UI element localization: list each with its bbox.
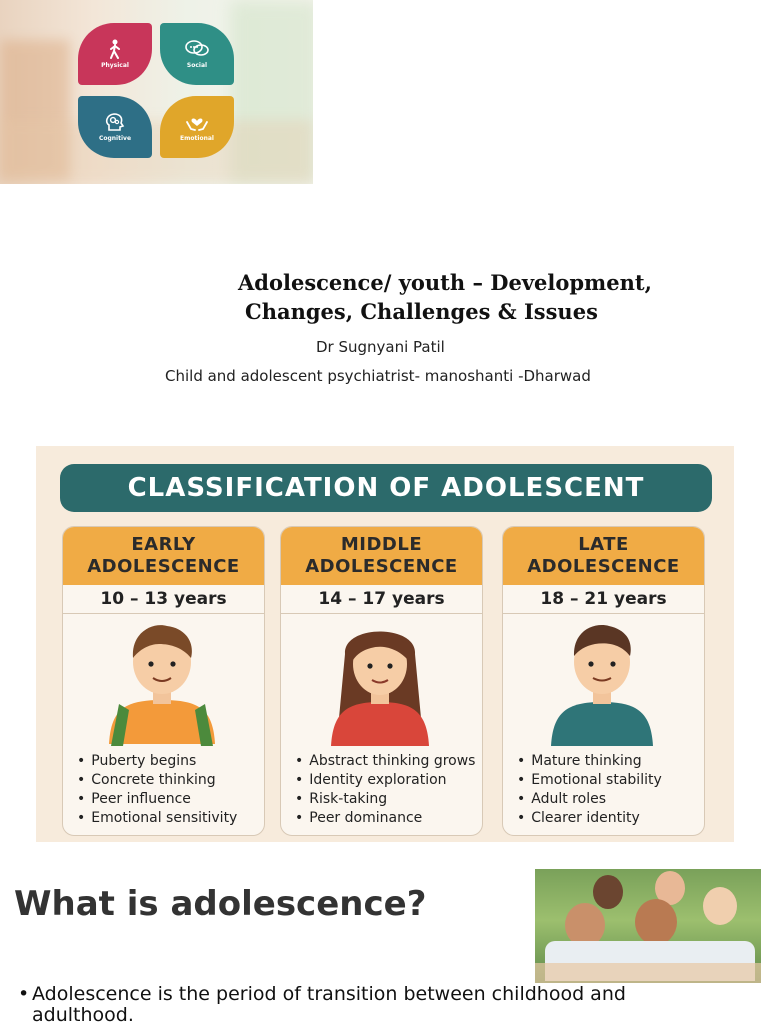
section-heading: What is adolescence? [14,884,427,924]
physical-label: Physical [101,62,129,69]
cognitive-label: Cognitive [98,135,132,142]
classification-infographic [36,446,734,842]
list-item: • Abstract thinking grows [295,752,482,771]
emotional-label: Emotional [180,135,214,142]
bullet-marker: • [18,983,30,1005]
stage-age-range: 14 – 17 years [281,585,482,614]
list-item: • Peer influence [77,790,264,809]
stage-points [503,752,704,828]
stage-header [281,527,482,585]
stage-header [503,527,704,585]
author-affiliation: Child and adolescent psychiatrist- manoshanti -Dharwad [165,367,591,385]
title-line-2: Changes, Challenges & Issues [245,299,598,324]
stage-word: ADOLESCENCE [87,556,240,577]
stage-name: LATE [578,534,629,555]
list-item: • Puberty begins [77,752,264,771]
stage-age-range: 18 – 21 years [503,585,704,614]
stage-word: ADOLESCENCE [527,556,680,577]
bullet-text: Adolescence is the period of transition between childhood and adulthood. [32,983,626,1026]
stage-name: MIDDLE [340,534,423,555]
list-item: • Identity exploration [295,771,482,790]
cognitive-petal [78,96,152,158]
heart-hands-icon [185,112,209,132]
stage-points [63,752,264,828]
walking-person-icon [106,39,124,59]
girl-illustration [281,614,482,752]
list-item: • Emotional sensitivity [77,809,264,828]
stage-card-middle [280,526,483,836]
list-item: • Mature thinking [517,752,704,771]
infographic-banner: CLASSIFICATION OF ADOLESCENT [60,464,712,512]
young-man-illustration [503,614,704,752]
list-item: • Clearer identity [517,809,704,828]
list-item: • Adult roles [517,790,704,809]
list-item: • Risk-taking [295,790,482,809]
teenagers-group-photo [535,869,761,983]
boy-with-backpack-illustration [63,614,264,752]
development-domains-image [0,0,313,184]
list-item: • Peer dominance [295,809,482,828]
physical-petal [78,23,152,85]
list-item: • Concrete thinking [77,771,264,790]
list-item: • Emotional stability [517,771,704,790]
stage-points [281,752,482,828]
speech-bubbles-icon [185,39,209,59]
stage-word: ADOLESCENCE [305,556,458,577]
stage-age-range: 10 – 13 years [63,585,264,614]
author-name: Dr Sugnyani Patil [316,338,445,356]
stage-name: EARLY [131,534,196,555]
stage-header [63,527,264,585]
stage-card-early [62,526,265,836]
stage-card-late [502,526,705,836]
social-label: Social [186,62,208,69]
social-petal [160,23,234,85]
head-gears-icon [104,112,126,132]
title-line-1: Adolescence/ youth – Development, [238,270,652,295]
